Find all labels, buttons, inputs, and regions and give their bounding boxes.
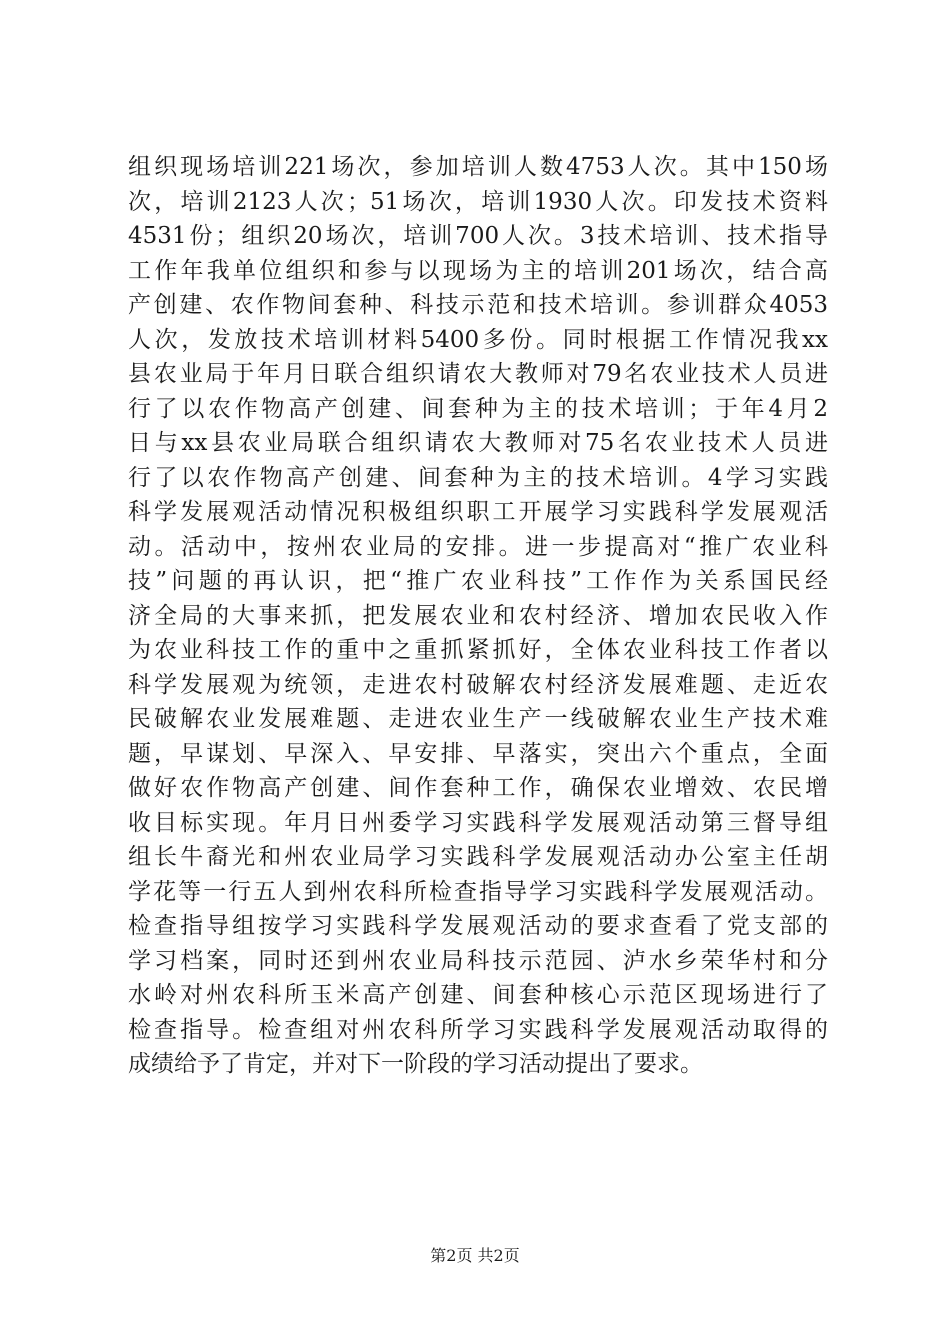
paragraph-line: 4531份；组织20场次，培训700人次。3技术培训、技术指导 (128, 223, 828, 249)
paragraph-line: 收目标实现。年月日州委学习实践科学发展观活动第三督导组 (128, 809, 828, 836)
body-text (128, 150, 828, 1082)
paragraph-line: 日与xx县农业局联合组织请农大教师对75名农业技术人员进 (128, 430, 828, 456)
paragraph-line: 做好农作物高产创建、间作套种工作，确保农业增效、农民增 (128, 775, 828, 801)
paragraph-line: 水岭对州农科所玉米高产创建、间套种核心示范区现场进行了 (128, 982, 828, 1008)
paragraph-line: 行了以农作物高产创建、间套种为主的技术培训。4学习实践 (128, 464, 828, 491)
page-footer: 第2页 共2页 (430, 1246, 520, 1265)
paragraph-line: 产创建、农作物间套种、科技示范和技术培训。参训群众4053 (128, 292, 828, 318)
paragraph-line: 行了以农作物高产创建、间套种为主的技术培训；于年4月2 (128, 395, 828, 422)
paragraph-line: 为农业科技工作的重中之重抓紧抓好，全体农业科技工作者以 (128, 637, 828, 663)
paragraph-line: 组长牛裔光和州农业局学习实践科学发展观活动办公室主任胡 (128, 844, 828, 870)
paragraph-line: 次，培训2123人次；51场次，培训1930人次。印发技术资料 (128, 188, 828, 215)
paragraph-line: 学习档案，同时还到州农业局科技示范园、泸水乡荣华村和分 (128, 947, 828, 974)
paragraph-line: 科学发展观为统领，走进农村破解农村经济发展难题、走近农 (128, 671, 828, 698)
paragraph-line: 动。活动中，按州农业局的安排。进一步提高对“推广农业科 (128, 533, 828, 560)
paragraph-line: 民破解农业发展难题、走进农业生产一线破解农业生产技术难 (128, 706, 828, 732)
paragraph-line: 工作年我单位组织和参与以现场为主的培训201场次，结合高 (128, 257, 828, 284)
paragraph-line: 组织现场培训221场次，参加培训人数4753人次。其中150场 (128, 154, 828, 180)
paragraph-line: 县农业局于年月日联合组织请农大教师对79名农业技术人员进 (128, 361, 828, 387)
paragraph-line: 题，早谋划、早深入、早安排、早落实，突出六个重点，全面 (128, 740, 828, 767)
paragraph-line: 学花等一行五人到州农科所检查指导学习实践科学发展观活动。 (128, 878, 828, 905)
paragraph-line: 科学发展观活动情况积极组织职工开展学习实践科学发展观活 (128, 499, 828, 525)
paragraph-line: 检查指导组按学习实践科学发展观活动的要求查看了党支部的 (128, 913, 828, 939)
paragraph-line: 检查指导。检查组对州农科所学习实践科学发展观活动取得的 (128, 1016, 828, 1043)
paragraph-line: 成绩给予了肯定，并对下一阶段的学习活动提出了要求。 (128, 1051, 703, 1077)
paragraph-line: 济全局的大事来抓，把发展农业和农村经济、增加农民收入作 (128, 602, 828, 629)
paragraph-line: 技”问题的再认识，把“推广农业科技”工作作为关系国民经 (128, 568, 828, 594)
paragraph-line: 人次，发放技术培训材料5400多份。同时根据工作情况我xx (128, 326, 828, 353)
